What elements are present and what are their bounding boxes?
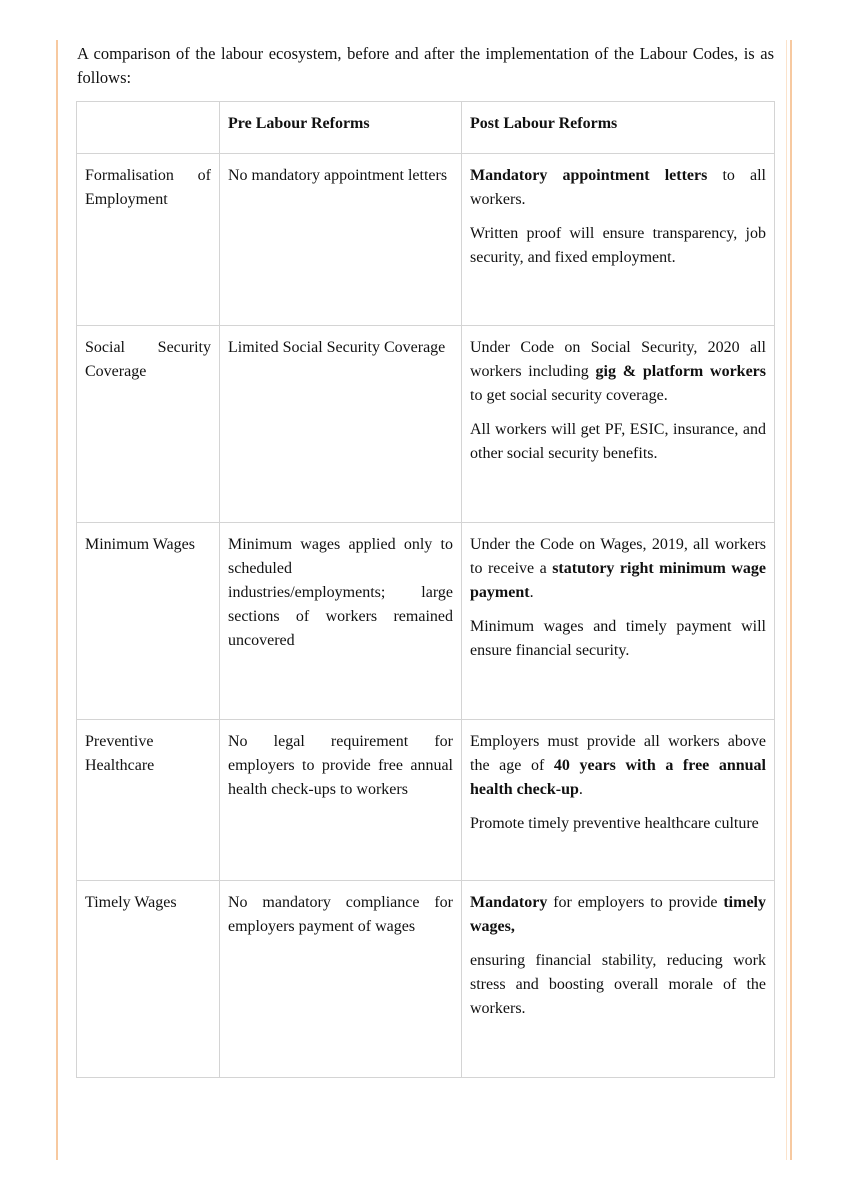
bold-text-run: Mandatory appointment letters <box>470 167 708 184</box>
post-reform-summary <box>470 164 766 212</box>
table-row <box>77 720 775 881</box>
post-reform-summary <box>470 336 766 408</box>
post-reform-detail: Promote timely preventive healthcare culture <box>470 815 759 832</box>
post-reform-summary <box>470 891 766 939</box>
header-cell-pre: Pre Labour Reforms <box>220 102 462 154</box>
post-reform-detail: Written proof will ensure transparency, job security, and fixed employment. <box>470 225 766 266</box>
post-reform-cell <box>462 154 775 326</box>
post-reform-cell <box>462 326 775 523</box>
post-reform-detail: Minimum wages and timely payment will ensure financial security. <box>470 618 766 659</box>
text-run: . <box>529 584 534 601</box>
row-label: Preventive Healthcare <box>77 720 220 881</box>
post-reform-cell <box>462 881 775 1078</box>
bold-text-run: Mandatory <box>470 894 548 911</box>
post-reform-cell <box>462 523 775 720</box>
post-reform-detail: All workers will get PF, ESIC, insurance, and other social security benefits. <box>470 421 766 462</box>
pre-reform-cell: No mandatory compliance for employers payment of wages <box>220 881 462 1078</box>
bold-text-run: gig & platform workers <box>595 363 766 380</box>
table-header-row <box>77 102 775 154</box>
text-run: to all workers. <box>470 167 766 208</box>
page-border-left <box>56 40 58 1160</box>
post-reform-summary <box>470 533 766 605</box>
post-reform-summary <box>470 730 766 802</box>
text-run: for employers to provide <box>547 894 724 911</box>
pre-reform-cell: Minimum wages applied only to scheduled industries/employments; large sections of workers remained uncovered <box>220 523 462 720</box>
text-run: Employers must provide all workers above the age of <box>470 733 766 774</box>
bold-text-run: timely wages, <box>470 894 766 935</box>
row-label: Timely Wages <box>77 881 220 1078</box>
bold-text-run: statutory right minimum wage payment <box>470 560 766 601</box>
row-label: Formalisation of Employment <box>77 154 220 326</box>
row-label: Minimum Wages <box>77 523 220 720</box>
pre-reform-cell: No mandatory appointment letters <box>220 154 462 326</box>
text-run: Under the Code on Wages, 2019, all workers to receive a <box>470 536 766 577</box>
bold-text-run: 40 years with a free annual health check-up <box>470 757 767 798</box>
text-run: . <box>578 781 583 798</box>
pre-reform-cell: Limited Social Security Coverage <box>220 326 462 523</box>
post-reform-detail: ensuring financial stability, reducing work stress and boosting overall morale of the workers. <box>470 952 766 1017</box>
text-run: Under Code on Social Security, 2020 all workers including <box>470 339 766 380</box>
pre-reform-cell: No legal requirement for employers to provide free annual health check-ups to workers <box>220 720 462 881</box>
table-row <box>77 154 775 326</box>
text-run: to get social security coverage. <box>470 387 668 404</box>
intro-paragraph: A comparison of the labour ecosystem, before and after the implementation of the Labour Codes, is as follows: <box>77 44 774 87</box>
table-row <box>77 881 775 1078</box>
table-row <box>77 523 775 720</box>
header-cell-post: Post Labour Reforms <box>462 102 775 154</box>
header-cell-empty <box>77 102 220 154</box>
row-label: Social Security Coverage <box>77 326 220 523</box>
page-border-right <box>790 40 792 1160</box>
comparison-table <box>76 101 775 1078</box>
page-border-right-inner <box>786 40 787 1160</box>
table-row <box>77 326 775 523</box>
post-reform-cell <box>462 720 775 881</box>
